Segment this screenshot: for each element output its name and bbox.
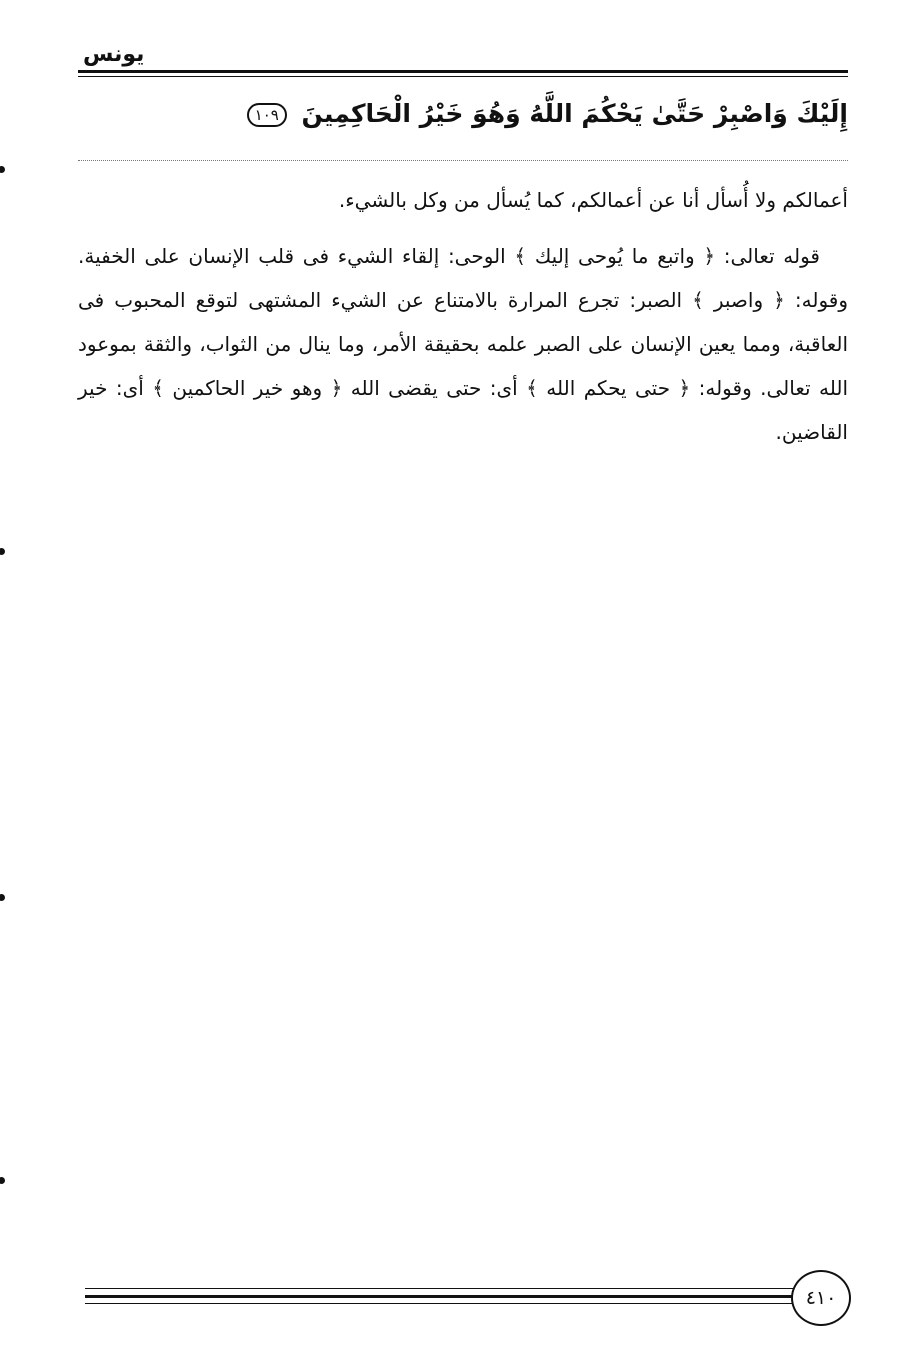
commentary-body — [78, 178, 848, 454]
verse-line — [78, 90, 848, 138]
header-rule — [78, 70, 848, 73]
footer-rule-thin — [85, 1288, 793, 1289]
section-divider — [78, 160, 848, 161]
margin-dot — [0, 548, 5, 555]
page-number-badge: ٤١٠ — [791, 1270, 851, 1326]
margin-dot — [0, 894, 5, 901]
paragraph: قوله تعالى: ﴿ واتبع ما يُوحى إليك ﴾ الوحى: إلقاء الشيء فى قلب الإنسان على الخفية. وقوله: ﴿ واصبر ﴾ الصبر: تجرع المرارة بالامتناع عن الشيء المشتهى لتوقع المحبوب فى العاقبة، ومما يعين الإنسان على الصبر علمه بحقيقة الأمر، وما ينال من الثواب، والثقة بموعود الله تعالى. وقوله: ﴿ حتى يحكم الله ﴾ أى: حتى يقضى الله ﴿ وهو خير الحاكمين ﴾ أى: خير القاضين. — [78, 244, 848, 444]
margin-dot — [0, 166, 5, 173]
verse-number-badge: ١٠٩ — [247, 103, 287, 127]
footer-rule — [85, 1295, 793, 1298]
margin-dot — [0, 1177, 5, 1184]
paragraph: أعمالكم ولا أُسأل أنا عن أعمالكم، كما يُسأل من وكل بالشيء. — [338, 188, 848, 212]
running-header-title: يونس — [83, 42, 145, 67]
footer-rule-thin — [85, 1303, 793, 1304]
verse-text: إِلَيْكَ وَاصْبِرْ حَتَّىٰ يَحْكُمَ اللَّهُ وَهُوَ خَيْرُ الْحَاكِمِينَ — [301, 99, 848, 128]
header-rule-thin — [78, 76, 848, 77]
